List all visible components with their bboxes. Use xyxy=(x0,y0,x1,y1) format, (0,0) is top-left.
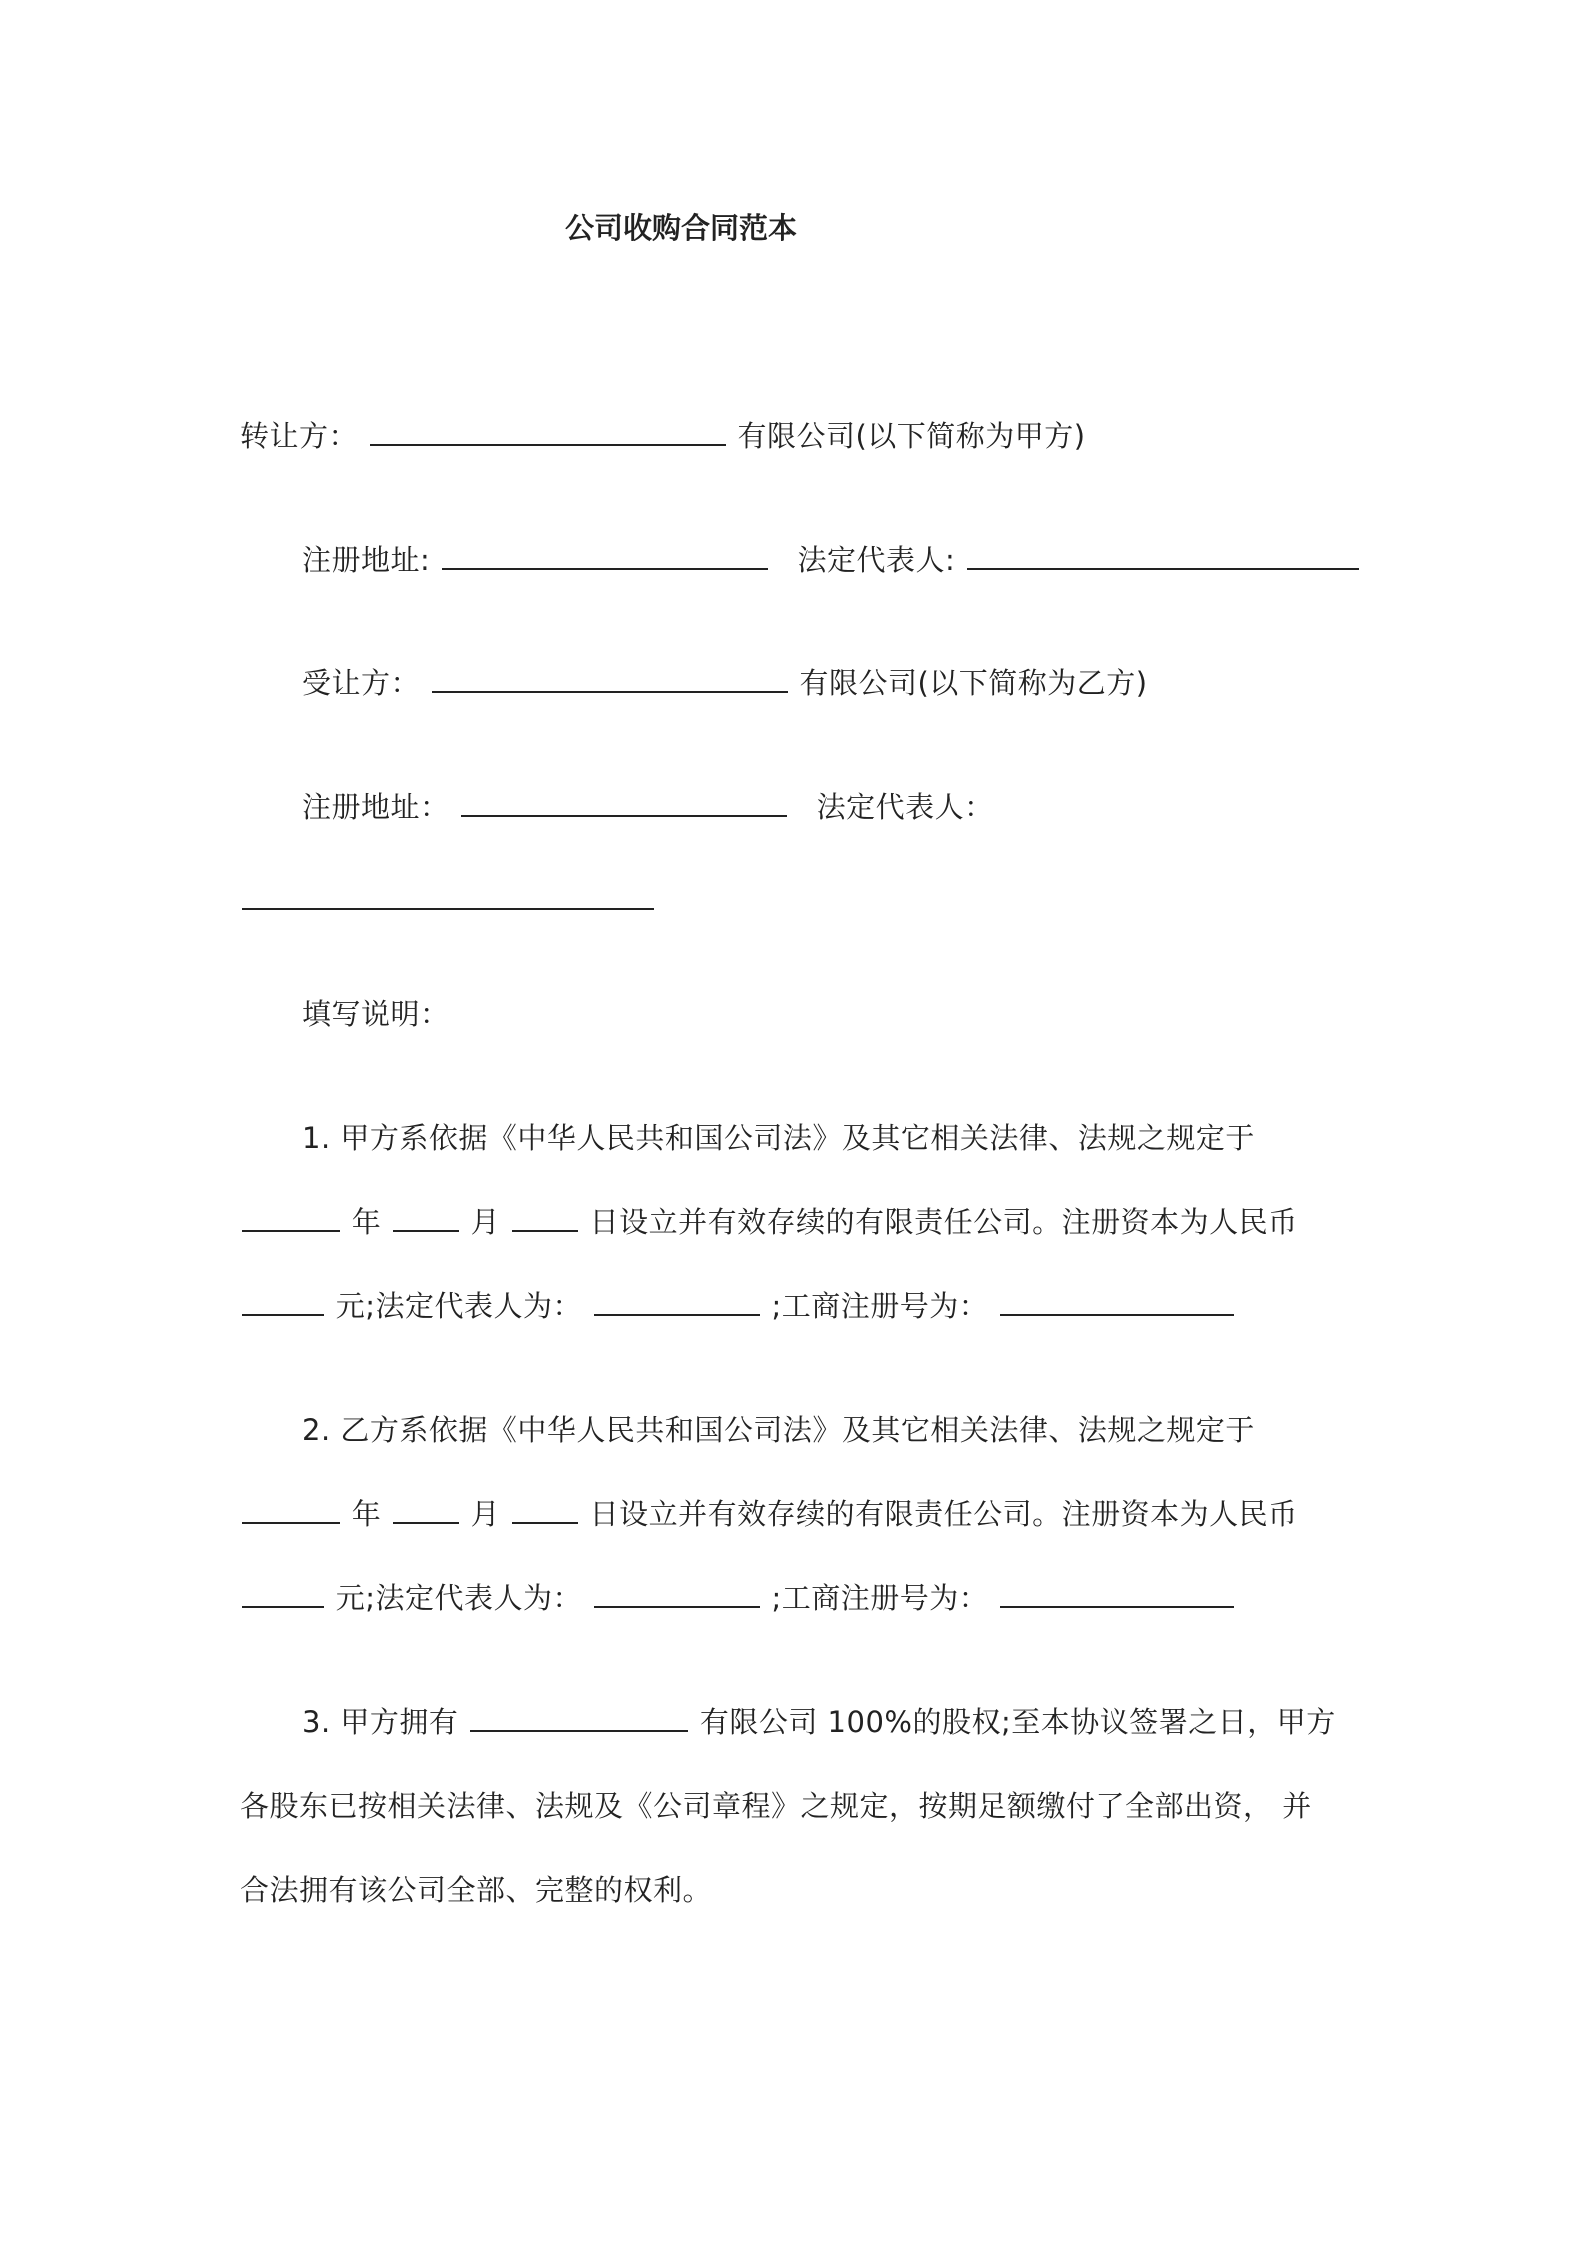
item3-company-blank xyxy=(470,1702,688,1732)
party-a-suffix: 有限公司(以下简称为甲方) xyxy=(737,419,1086,453)
item1-reg-text: ;工商注册号为： xyxy=(771,1289,989,1323)
item1-day-blank xyxy=(512,1202,578,1232)
party-b-address-label: 注册地址： xyxy=(302,790,450,824)
item3-line2: 各股东已按相关法律、法规及《公司章程》之规定，按期足额缴付了全部出资， 并 xyxy=(240,1789,1312,1823)
instructions-label: 填写说明： xyxy=(302,997,450,1031)
item1-line3 xyxy=(240,1286,1236,1326)
item1-year-label: 年 xyxy=(351,1205,382,1239)
item2-day-text: 日设立并有效存续的有限责任公司。注册资本为人民币 xyxy=(589,1497,1298,1531)
party-a-name-blank xyxy=(370,416,726,446)
party-a-address-label: 注册地址: xyxy=(302,543,431,577)
item3-prefix: 3. 甲方拥有 xyxy=(302,1705,459,1739)
item1-month-blank xyxy=(393,1202,459,1232)
party-a-address-blank xyxy=(442,540,768,570)
item2-month-label: 月 xyxy=(470,1497,501,1531)
item1-line2 xyxy=(240,1202,1298,1242)
party-b-address-blank xyxy=(461,787,787,817)
item2-year-label: 年 xyxy=(351,1497,382,1531)
party-b-name-blank xyxy=(432,663,788,693)
item2-reg-text: ;工商注册号为： xyxy=(771,1581,989,1615)
item1-yuan-text: 元;法定代表人为： xyxy=(335,1289,582,1323)
party-a-rep-label: 法定代表人: xyxy=(797,543,956,577)
party-a-rep-blank xyxy=(967,540,1359,570)
item1-reg-blank xyxy=(1000,1286,1234,1316)
item2-line2 xyxy=(240,1494,1298,1534)
item1-capital-blank xyxy=(242,1286,324,1316)
party-a-label: 转让方： xyxy=(240,419,359,453)
item3-suffix: 有限公司 100%的股权;至本协议签署之日，甲方 xyxy=(699,1705,1336,1739)
item1-year-blank xyxy=(242,1202,340,1232)
party-b-address-line xyxy=(302,787,994,827)
item1-month-label: 月 xyxy=(470,1205,501,1239)
party-b-label: 受让方： xyxy=(302,666,421,700)
document-title: 公司收购合同范本 xyxy=(565,211,798,245)
party-b-rep-blank xyxy=(242,880,654,910)
item1-line1: 1. 甲方系依据《中华人民共和国公司法》及其它相关法律、法规之规定于 xyxy=(302,1121,1255,1155)
item2-year-blank xyxy=(242,1494,340,1524)
item2-line1: 2. 乙方系依据《中华人民共和国公司法》及其它相关法律、法规之规定于 xyxy=(302,1413,1255,1447)
item2-month-blank xyxy=(393,1494,459,1524)
party-b-rep-line xyxy=(240,880,656,920)
item2-day-blank xyxy=(512,1494,578,1524)
item2-reg-blank xyxy=(1000,1578,1234,1608)
party-a-line xyxy=(240,416,1086,456)
item1-rep-blank xyxy=(594,1286,760,1316)
item2-yuan-text: 元;法定代表人为： xyxy=(335,1581,582,1615)
item2-capital-blank xyxy=(242,1578,324,1608)
party-b-line xyxy=(302,663,1148,703)
party-b-suffix: 有限公司(以下简称为乙方) xyxy=(799,666,1148,700)
item2-line3 xyxy=(240,1578,1236,1618)
item1-day-text: 日设立并有效存续的有限责任公司。注册资本为人民币 xyxy=(589,1205,1298,1239)
item2-rep-blank xyxy=(594,1578,760,1608)
item3-line1 xyxy=(302,1702,1336,1742)
party-b-rep-label: 法定代表人： xyxy=(816,790,994,824)
party-a-address-line xyxy=(302,540,1361,580)
item3-line3: 合法拥有该公司全部、完整的权利。 xyxy=(240,1873,713,1907)
